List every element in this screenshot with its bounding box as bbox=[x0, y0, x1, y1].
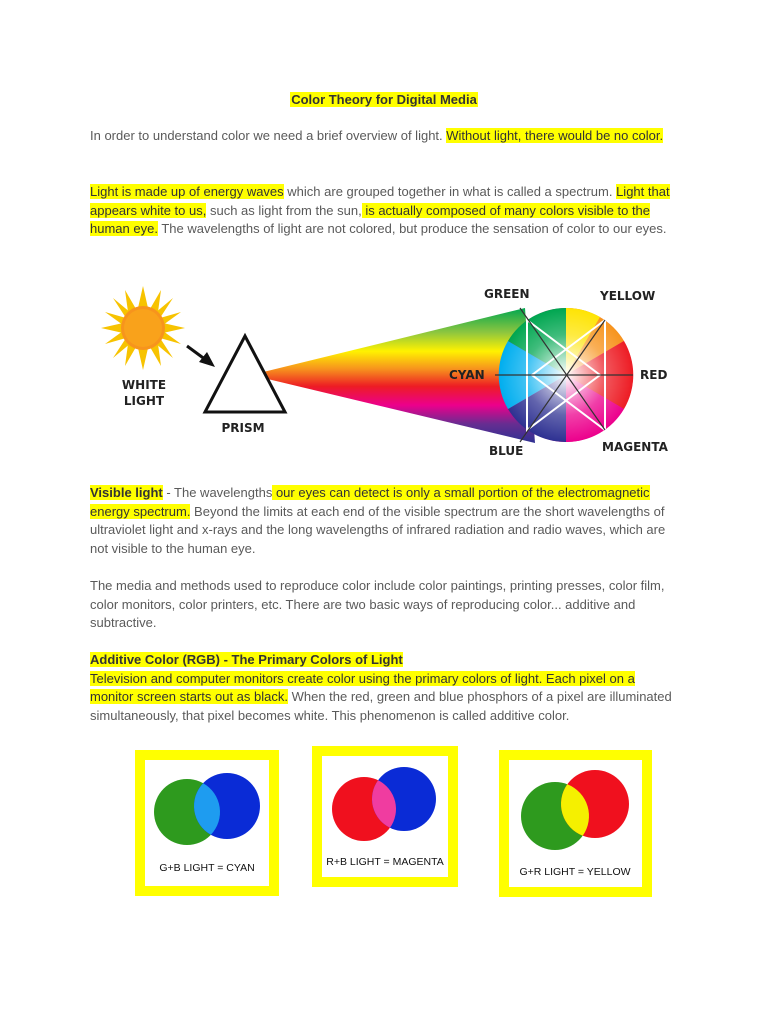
visible-light-text-2: Beyond the limits at each end of the visible spectrum are the short wavelengths of ultraviolet light and x-rays and the long wavelengths of infrared radiation and radio waves, which are not visible to the human eye. bbox=[90, 503, 666, 556]
visible-light-highlight: our eyes can detect is only a small portion of the electromagnetic energy spectrum. bbox=[90, 485, 650, 519]
light-paragraph bbox=[90, 183, 680, 239]
light-text-1: which are grouped together in what is called a spectrum. bbox=[283, 184, 617, 199]
venn-label: G+R LIGHT = YELLOW bbox=[519, 866, 631, 878]
media-paragraph: The media and methods used to reproduce color include color paintings, printing presses, color film, color monitors, color printers, etc. There are two basic ways of reproducing color... additive and subtractive. bbox=[90, 578, 665, 631]
venn-cyan bbox=[135, 750, 279, 896]
sun-icon bbox=[101, 286, 185, 370]
venn-label: R+B LIGHT = MAGENTA bbox=[326, 856, 444, 868]
white-light-label-2: LIGHT bbox=[123, 394, 165, 408]
light-highlight-2: Light that appears white to us, bbox=[90, 184, 670, 218]
light-text-3: The wavelengths of light are not colored, but produce the sensation of color to our eyes. bbox=[157, 221, 667, 237]
venn-magenta bbox=[312, 746, 458, 887]
intro-highlight: Without light, there would be no color. bbox=[446, 128, 664, 143]
magenta-label: MAGENTA bbox=[602, 440, 668, 454]
light-highlight-3: is actually composed of many colors visible to the human eye. bbox=[90, 202, 651, 237]
arrow-icon bbox=[187, 346, 215, 367]
page-title-text: Color Theory for Digital Media bbox=[291, 92, 477, 107]
additive-color-section bbox=[90, 651, 680, 725]
visible-light-paragraph bbox=[90, 484, 680, 558]
light-text-2: such as light from the sun, bbox=[206, 202, 362, 218]
intro-paragraph bbox=[90, 127, 680, 146]
intro-text: In order to understand color we need a brief overview of light. bbox=[90, 128, 447, 143]
light-highlight-1: Light is made up of energy waves bbox=[90, 184, 284, 199]
additive-color-text: When the red, green and blue phosphors of a pixel are illuminated simultaneously, that pixel becomes white. This phenomenon is called additive color. bbox=[90, 689, 672, 723]
venn-yellow bbox=[499, 750, 652, 897]
white-light-label-1: WHITE bbox=[121, 378, 167, 392]
spectrum-beam bbox=[251, 308, 535, 443]
prism-label: PRISM bbox=[221, 421, 265, 435]
green-label: GREEN bbox=[484, 287, 530, 301]
visible-light-text-1: - The wavelengths bbox=[162, 485, 273, 500]
visible-light-term: Visible light bbox=[90, 485, 163, 500]
additive-color-heading: Additive Color (RGB) - The Primary Colors of Light bbox=[90, 652, 403, 667]
venn-label: G+B LIGHT = CYAN bbox=[159, 862, 255, 874]
red-label: RED bbox=[640, 368, 668, 382]
blue-label: BLUE bbox=[489, 444, 524, 458]
prism-spectrum-diagram bbox=[95, 278, 685, 468]
additive-color-highlight: Television and computer monitors create color using the primary colors of light. Each pixel on a monitor screen starts out as black. bbox=[90, 670, 635, 705]
page-title bbox=[0, 92, 768, 107]
cyan-label: CYAN bbox=[449, 368, 485, 382]
yellow-label: YELLOW bbox=[600, 289, 656, 303]
